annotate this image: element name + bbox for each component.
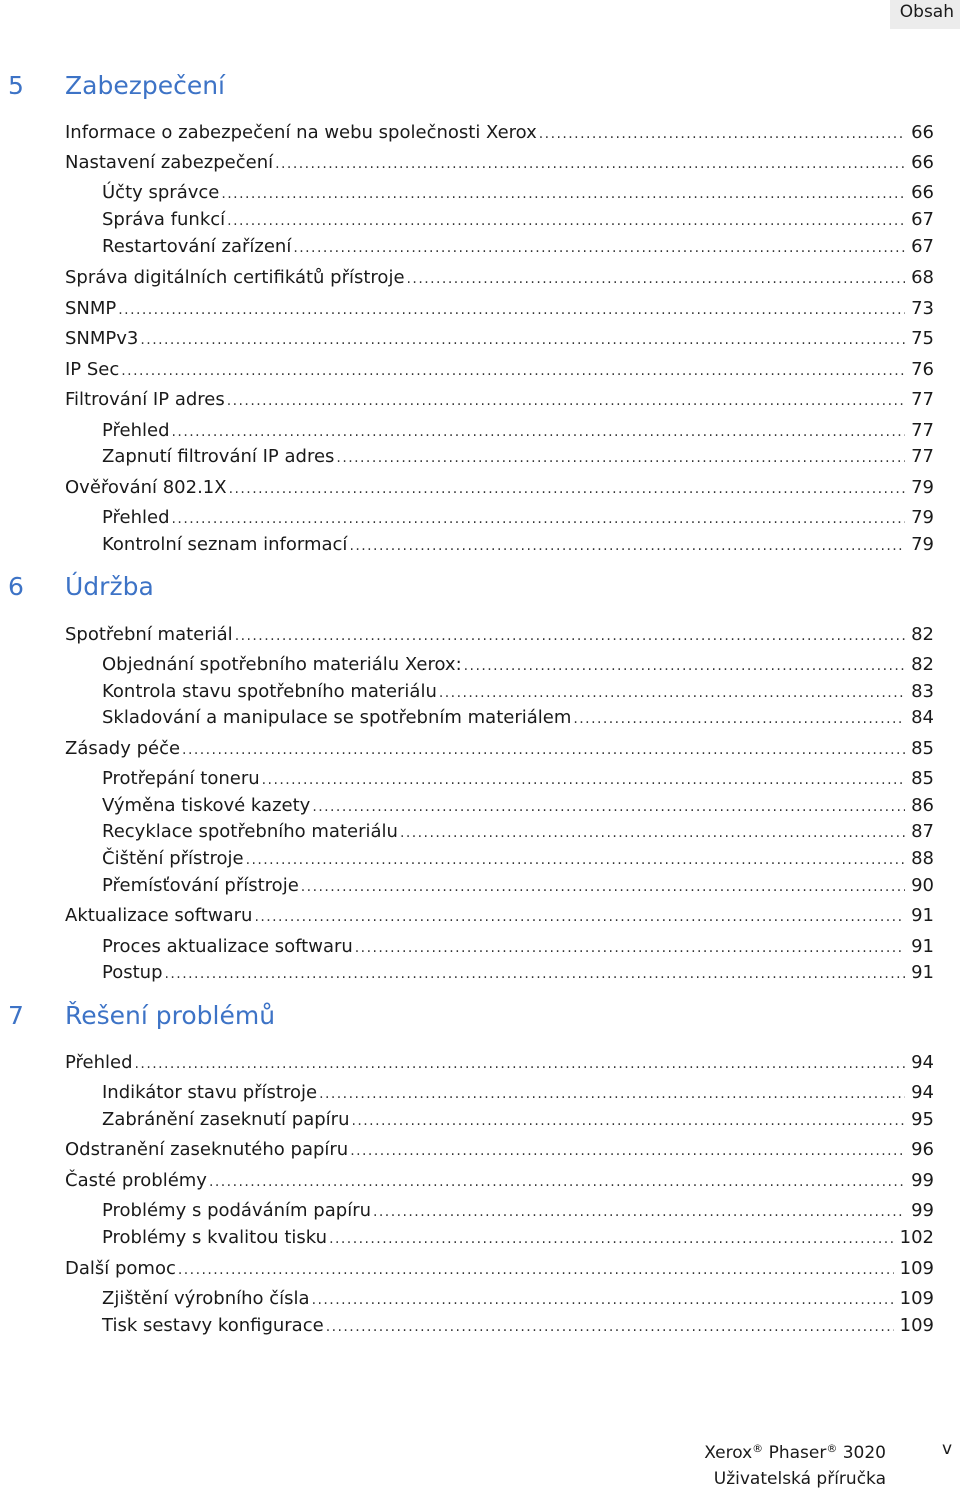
toc-entry-page: 109 [899,1315,934,1336]
toc-entry-title: Ověřování 802.1X [65,477,227,498]
chapter-title: Řešení problémů [65,1001,276,1030]
toc-entry-page: 77 [911,420,934,441]
toc-entry[interactable] [102,1313,934,1339]
toc-entry[interactable] [102,1286,934,1312]
toc-entry-page: 79 [911,507,934,528]
toc-entry-page: 87 [911,821,934,842]
toc-entry-page: 88 [911,848,934,869]
toc-entry-page: 79 [911,477,934,498]
toc-dot-leader [400,820,905,846]
toc-dot-leader [407,266,906,292]
toc-entry-page: 95 [911,1109,934,1130]
toc-entry[interactable] [65,903,934,929]
toc-entry[interactable] [102,1107,934,1133]
toc-entry-page: 66 [911,182,934,203]
toc-entry-title: Další pomoc [65,1258,176,1279]
footer-guide-title: Uživatelská příručka [713,1469,886,1489]
toc-entry[interactable] [65,387,934,413]
registered-mark: ® [752,1442,764,1455]
toc-entry[interactable] [102,532,934,558]
toc-entry-title: Čištění přístroje [102,848,244,869]
chapter-number: 6 [8,572,24,601]
toc-dot-leader [326,1314,894,1340]
toc-entry-title: IP Sec [65,359,120,380]
toc-entry-page: 76 [911,359,934,380]
toc-dot-leader [349,533,905,559]
toc-entry[interactable] [65,357,934,383]
toc-entry-page: 85 [911,738,934,759]
toc-entry[interactable] [102,418,934,444]
toc-dot-leader [172,506,906,532]
toc-entry-title: Zabránění zaseknutí papíru [102,1109,350,1130]
chapter-title: Zabezpečení [65,71,225,100]
toc-dot-leader [121,358,905,384]
toc-entry[interactable] [102,934,934,960]
toc-entry-page: 77 [911,446,934,467]
toc-entry-title: SNMP [65,298,117,319]
toc-entry-page: 85 [911,768,934,789]
toc-entry-title: Recyklace spotřebního materiálu [102,821,398,842]
toc-entry-page: 109 [899,1258,934,1279]
chapter-title: Údržba [65,572,154,601]
toc-dot-leader [275,151,905,177]
toc-dot-leader [293,235,905,261]
toc-entry[interactable] [65,1256,934,1282]
toc-entry-title: Filtrování IP adres [65,389,225,410]
toc-entry-page: 66 [911,152,934,173]
toc-dot-leader [351,1108,905,1134]
toc-entry-title: Zásady péče [65,738,181,759]
toc-entry-title: Odstranění zaseknutého papíru [65,1139,349,1160]
toc-dot-leader [329,1226,894,1252]
toc-entry-title: Kontrola stavu spotřebního materiálu [102,681,437,702]
toc-entry-title: Tisk sestavy konfigurace [102,1315,324,1336]
toc-entry-title: Problémy s kvalitou tisku [102,1227,328,1248]
toc-dot-leader [573,706,905,732]
toc-entry[interactable] [102,180,934,206]
toc-dot-leader [118,297,905,323]
toc-dot-leader [373,1199,905,1225]
toc-entry-page: 82 [911,624,934,645]
toc-entry[interactable] [102,652,934,678]
toc-entry-page: 79 [911,534,934,555]
toc-entry[interactable] [65,475,934,501]
chapter-number: 5 [8,71,24,100]
toc-entry-page: 91 [911,905,934,926]
toc-entry[interactable] [102,960,934,986]
footer-product-info [704,1436,886,1492]
toc-entry[interactable] [65,326,934,352]
toc-entry-page: 68 [911,267,934,288]
toc-entry-page: 73 [911,298,934,319]
toc-dot-leader [355,935,905,961]
chapter-heading-7 [0,996,960,1036]
toc-dot-leader [229,476,906,502]
toc-entry-page: 91 [911,962,934,983]
toc-dot-leader [135,1051,906,1077]
toc-entry-title: Informace o zabezpečení na webu společnosti Xerox [65,122,537,143]
toc-entry-title: Přehled [102,420,170,441]
toc-entry-page: 77 [911,389,934,410]
toc-entry-page: 84 [911,707,934,728]
toc-entry-title: Účty správce [102,182,220,203]
toc-dot-leader [312,1287,894,1313]
toc-entry-page: 102 [899,1227,934,1248]
toc-entry-title: Nastavení zabezpečení [65,152,274,173]
toc-entry[interactable] [102,444,934,470]
footer-product: Phaser [768,1443,827,1463]
toc-entry[interactable] [65,622,934,648]
toc-dot-leader [209,1169,905,1195]
page-number: v [941,1439,952,1459]
chapter-number: 7 [8,1001,24,1030]
chapter-heading-5 [0,66,960,106]
toc-entry-page: 67 [911,209,934,230]
toc-entry-page: 86 [911,795,934,816]
toc-entry[interactable] [102,234,934,260]
toc-entry[interactable] [102,505,934,531]
toc-dot-leader [246,847,906,873]
toc-entry-title: Postup [102,962,163,983]
footer-model: 3020 [842,1443,886,1463]
toc-entry[interactable] [102,846,934,872]
toc-entry-page: 75 [911,328,934,349]
toc-dot-leader [350,1138,905,1164]
toc-dot-leader [165,961,906,987]
toc-entry-title: Objednání spotřebního materiálu Xerox: [102,654,462,675]
toc-entry-title: Výměna tiskové kazety [102,795,311,816]
toc-entry-title: Přehled [102,507,170,528]
toc-entry-page: 94 [911,1082,934,1103]
toc-entry[interactable] [102,679,934,705]
toc-entry[interactable] [65,265,934,291]
toc-entry-page: 91 [911,936,934,957]
toc-dot-leader [301,874,905,900]
toc-entry[interactable] [65,150,934,176]
toc-entry[interactable] [102,873,934,899]
registered-mark: ® [826,1442,838,1455]
toc-entry-page: 96 [911,1139,934,1160]
toc-entry-page: 109 [899,1288,934,1309]
toc-entry[interactable] [65,1168,934,1194]
footer-product-line [704,1436,886,1466]
toc-entry-title: Problémy s podáváním papíru [102,1200,371,1221]
toc-entry[interactable] [102,793,934,819]
footer-brand: Xerox [704,1443,753,1463]
toc-entry-title: Správa digitálních certifikátů přístroje [65,267,405,288]
toc-entry[interactable] [102,705,934,731]
toc-entry-title: Indikátor stavu přístroje [102,1082,318,1103]
toc-dot-leader [227,208,905,234]
toc-dot-leader [182,737,905,763]
toc-entry-page: 99 [911,1200,934,1221]
toc-dot-leader [235,623,905,649]
toc-entry-page: 83 [911,681,934,702]
toc-entry-page: 67 [911,236,934,257]
toc-dot-leader [140,327,905,353]
toc-entry-page: 94 [911,1052,934,1073]
toc-entry[interactable] [102,1225,934,1251]
toc-dot-leader [464,653,905,679]
toc-entry[interactable] [65,120,934,146]
toc-dot-leader [336,445,905,471]
toc-entry[interactable] [102,1198,934,1224]
toc-entry[interactable] [65,296,934,322]
toc-entry[interactable] [102,207,934,233]
toc-entry-title: Zapnutí filtrování IP adres [102,446,335,467]
toc-entry-title: Protřepání toneru [102,768,260,789]
toc-entry-title: Spotřební materiál [65,624,233,645]
toc-dot-leader [172,419,906,445]
toc-entry-title: Přehled [65,1052,133,1073]
toc-entry[interactable] [65,1137,934,1163]
toc-entry[interactable] [102,819,934,845]
toc-dot-leader [262,767,905,793]
toc-dot-leader [439,680,905,706]
toc-entry-page: 90 [911,875,934,896]
toc-entry-page: 99 [911,1170,934,1191]
toc-entry-page: 66 [911,122,934,143]
chapter-heading-6 [0,567,960,607]
toc-entry-title: Proces aktualizace softwaru [102,936,353,957]
toc-dot-leader [221,181,905,207]
toc-entry[interactable] [65,736,934,762]
toc-dot-leader [178,1257,894,1283]
toc-entry-page: 82 [911,654,934,675]
toc-dot-leader [312,794,905,820]
toc-entry-title: Restartování zařízení [102,236,292,257]
toc-entry[interactable] [102,766,934,792]
toc-entry-title: Kontrolní seznam informací [102,534,348,555]
toc-dot-leader [254,904,905,930]
toc-entry-title: Správa funkcí [102,209,226,230]
toc-entry[interactable] [102,1080,934,1106]
toc-entry-title: Časté problémy [65,1170,207,1191]
toc-entry-title: Aktualizace softwaru [65,905,253,926]
toc-entry-title: Zjištění výrobního čísla [102,1288,310,1309]
toc-entry-title: Skladování a manipulace se spotřebním materiálem [102,707,572,728]
toc-dot-leader [227,388,905,414]
toc-dot-leader [539,121,905,147]
toc-entry-title: SNMPv3 [65,328,139,349]
section-header-label: Obsah [890,0,960,29]
toc-entry[interactable] [65,1050,934,1076]
toc-dot-leader [319,1081,905,1107]
toc-entry-title: Přemísťování přístroje [102,875,299,896]
